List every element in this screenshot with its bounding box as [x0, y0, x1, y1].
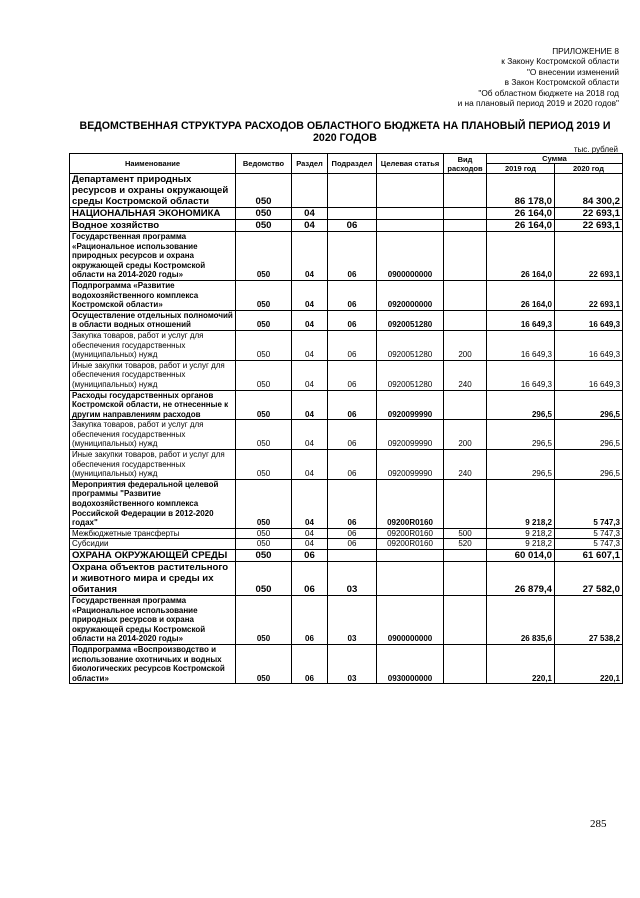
cell-dept: 050 [236, 596, 292, 645]
cell-y2019: 60 014,0 [487, 550, 555, 562]
cell-dept: 050 [236, 220, 292, 232]
cell-dept: 050 [236, 174, 292, 208]
cell-dept: 050 [236, 550, 292, 562]
table-row [70, 550, 623, 562]
cell-y2020: 296,5 [555, 390, 623, 420]
cell-section: 04 [292, 208, 328, 220]
cell-dept: 050 [236, 479, 292, 528]
cell-subsection [328, 550, 377, 562]
table-row [70, 208, 623, 220]
cell-name: Межбюджетные трансферты [70, 528, 236, 539]
cell-y2019: 16 649,3 [487, 310, 555, 330]
cell-dept: 050 [236, 420, 292, 450]
cell-kind: 200 [444, 420, 487, 450]
cell-target [377, 208, 444, 220]
cell-section: 04 [292, 220, 328, 232]
cell-kind: 240 [444, 450, 487, 480]
cell-subsection: 06 [328, 479, 377, 528]
cell-dept: 050 [236, 644, 292, 683]
cell-target: 09200R0160 [377, 539, 444, 550]
cell-kind [444, 596, 487, 645]
cell-name: Расходы государственных органов Костромской области, не отнесенные к другим направлениям расходов [70, 390, 236, 420]
cell-target: 09200R0160 [377, 479, 444, 528]
cell-section: 06 [292, 644, 328, 683]
cell-section: 04 [292, 528, 328, 539]
table-header [70, 154, 623, 174]
cell-dept: 050 [236, 208, 292, 220]
cell-target: 0920000000 [377, 280, 444, 310]
cell-name: Иные закупки товаров, работ и услуг для обеспечения государственных (муниципальных) нужд [70, 360, 236, 390]
cell-y2020: 16 649,3 [555, 330, 623, 360]
cell-y2019: 26 164,0 [487, 232, 555, 281]
cell-name: Подпрограмма «Воспроизводство и использование охотничьих и водных биологических ресурсов Костромской области» [70, 644, 236, 683]
cell-section: 06 [292, 550, 328, 562]
col-dept-header: Ведомство [236, 154, 292, 174]
cell-subsection: 03 [328, 562, 377, 596]
cell-y2019: 9 218,2 [487, 539, 555, 550]
cell-y2020: 27 582,0 [555, 562, 623, 596]
cell-name: Иные закупки товаров, работ и услуг для обеспечения государственных (муниципальных) нужд [70, 450, 236, 480]
cell-target [377, 562, 444, 596]
table-row [70, 596, 623, 645]
cell-kind [444, 562, 487, 596]
cell-y2020: 22 693,1 [555, 232, 623, 281]
cell-kind [444, 479, 487, 528]
col-target-header: Целевая статья [377, 154, 444, 174]
cell-name: Субсидии [70, 539, 236, 550]
col-2019-header: 2019 год [487, 164, 555, 174]
cell-section: 04 [292, 539, 328, 550]
cell-y2019: 26 879,4 [487, 562, 555, 596]
cell-y2020: 296,5 [555, 420, 623, 450]
cell-name: Мероприятия федеральной целевой программы "Развитие водохозяйственного комплекса Российской Федерации в 2012-2020 годах" [70, 479, 236, 528]
table-row [70, 644, 623, 683]
appendix-line: "Об областном бюджете на 2018 год [478, 87, 619, 98]
cell-target: 0900000000 [377, 596, 444, 645]
cell-section: 06 [292, 596, 328, 645]
cell-subsection: 06 [328, 232, 377, 281]
cell-name: Охрана объектов растительного и животного мира и среды их обитания [70, 562, 236, 596]
table-row [70, 232, 623, 281]
cell-target [377, 220, 444, 232]
cell-target: 0920051280 [377, 360, 444, 390]
cell-target: 09200R0160 [377, 528, 444, 539]
cell-target: 0920051280 [377, 310, 444, 330]
cell-subsection: 03 [328, 596, 377, 645]
cell-name: Закупка товаров, работ и услуг для обеспечения государственных (муниципальных) нужд [70, 330, 236, 360]
cell-dept: 050 [236, 360, 292, 390]
cell-y2020: 16 649,3 [555, 360, 623, 390]
cell-y2020: 5 747,3 [555, 539, 623, 550]
cell-kind [444, 174, 487, 208]
cell-dept: 050 [236, 330, 292, 360]
col-name-header: Наименование [70, 154, 236, 174]
cell-target [377, 174, 444, 208]
document-title: ВЕДОМСТВЕННАЯ СТРУКТУРА РАСХОДОВ ОБЛАСТНОГО БЮДЖЕТА НА ПЛАНОВЫЙ ПЕРИОД 2019 И 2020 ГОДОВ [79, 120, 611, 144]
cell-subsection [328, 174, 377, 208]
table-row [70, 220, 623, 232]
cell-y2020: 220,1 [555, 644, 623, 683]
col-subsection-header: Подраздел [328, 154, 377, 174]
cell-dept: 050 [236, 450, 292, 480]
appendix-header [289, 46, 619, 108]
cell-section: 04 [292, 450, 328, 480]
cell-kind [444, 644, 487, 683]
cell-y2019: 16 649,3 [487, 360, 555, 390]
cell-kind [444, 310, 487, 330]
cell-section [292, 174, 328, 208]
cell-section: 04 [292, 280, 328, 310]
appendix-line: "О внесении изменений [526, 66, 619, 77]
cell-kind: 500 [444, 528, 487, 539]
cell-name: Государственная программа «Рациональное использование природных ресурсов и охрана окружающей среды Костромской области на 2014-2020 годы» [70, 232, 236, 281]
cell-y2020: 5 747,3 [555, 528, 623, 539]
cell-name: Государственная программа «Рациональное использование природных ресурсов и охрана окружающей среды Костромской области на 2014-2020 годы» [70, 596, 236, 645]
table-row [70, 420, 623, 450]
table-row [70, 360, 623, 390]
cell-subsection [328, 208, 377, 220]
table-row [70, 174, 623, 208]
cell-y2020: 22 693,1 [555, 220, 623, 232]
cell-dept: 050 [236, 310, 292, 330]
table-row [70, 562, 623, 596]
cell-dept: 050 [236, 280, 292, 310]
cell-name: Водное хозяйство [70, 220, 236, 232]
table-row [70, 280, 623, 310]
appendix-line: к Закону Костромской области [501, 56, 619, 67]
table-row [70, 539, 623, 550]
table-row [70, 479, 623, 528]
table-body [70, 174, 623, 684]
cell-name: Осуществление отдельных полномочий в области водных отношений [70, 310, 236, 330]
cell-target: 0920099990 [377, 420, 444, 450]
cell-y2020: 5 747,3 [555, 479, 623, 528]
cell-section: 06 [292, 562, 328, 596]
appendix-line: и на плановый период 2019 и 2020 годов" [457, 98, 619, 109]
col-section-header: Раздел [292, 154, 328, 174]
units-label: тыс. рублей [573, 145, 618, 154]
cell-dept: 050 [236, 539, 292, 550]
cell-y2019: 26 164,0 [487, 208, 555, 220]
cell-y2019: 26 164,0 [487, 220, 555, 232]
table-row [70, 330, 623, 360]
cell-subsection: 06 [328, 360, 377, 390]
cell-y2019: 86 178,0 [487, 174, 555, 208]
cell-section: 04 [292, 330, 328, 360]
cell-section: 04 [292, 360, 328, 390]
cell-y2019: 26 835,6 [487, 596, 555, 645]
cell-subsection: 06 [328, 220, 377, 232]
cell-y2019: 296,5 [487, 420, 555, 450]
cell-target: 0920099990 [377, 390, 444, 420]
cell-y2020: 27 538,2 [555, 596, 623, 645]
cell-subsection: 06 [328, 330, 377, 360]
cell-subsection: 06 [328, 420, 377, 450]
cell-y2019: 9 218,2 [487, 479, 555, 528]
cell-y2019: 9 218,2 [487, 528, 555, 539]
cell-section: 04 [292, 232, 328, 281]
appendix-line: ПРИЛОЖЕНИЕ 8 [552, 46, 619, 56]
page-number: 285 [590, 818, 607, 830]
cell-y2019: 26 164,0 [487, 280, 555, 310]
cell-section: 04 [292, 310, 328, 330]
cell-kind [444, 232, 487, 281]
cell-y2019: 296,5 [487, 450, 555, 480]
col-kind-header: Вид расходов [444, 154, 487, 174]
cell-dept: 050 [236, 390, 292, 420]
cell-y2019: 16 649,3 [487, 330, 555, 360]
cell-kind [444, 280, 487, 310]
budget-table [69, 153, 623, 684]
cell-target: 0920051280 [377, 330, 444, 360]
cell-y2019: 220,1 [487, 644, 555, 683]
cell-kind [444, 390, 487, 420]
cell-y2020: 84 300,2 [555, 174, 623, 208]
cell-subsection: 06 [328, 450, 377, 480]
cell-y2020: 296,5 [555, 450, 623, 480]
cell-name: Департамент природных ресурсов и охраны окружающей среды Костромской области [70, 174, 236, 208]
col-sum-header: Сумма [487, 154, 623, 164]
cell-subsection: 03 [328, 644, 377, 683]
cell-y2019: 296,5 [487, 390, 555, 420]
cell-y2020: 22 693,1 [555, 280, 623, 310]
cell-name: Закупка товаров, работ и услуг для обеспечения государственных (муниципальных) нужд [70, 420, 236, 450]
cell-subsection: 06 [328, 390, 377, 420]
table-row [70, 528, 623, 539]
cell-section: 04 [292, 420, 328, 450]
cell-dept: 050 [236, 232, 292, 281]
cell-target: 0900000000 [377, 232, 444, 281]
cell-kind: 200 [444, 330, 487, 360]
cell-subsection: 06 [328, 539, 377, 550]
cell-name: НАЦИОНАЛЬНАЯ ЭКОНОМИКА [70, 208, 236, 220]
cell-subsection: 06 [328, 528, 377, 539]
table-row [70, 390, 623, 420]
cell-subsection: 06 [328, 280, 377, 310]
cell-y2020: 22 693,1 [555, 208, 623, 220]
appendix-line: в Закон Костромской области [504, 77, 619, 88]
table-row [70, 310, 623, 330]
cell-y2020: 61 607,1 [555, 550, 623, 562]
cell-kind [444, 208, 487, 220]
cell-name: ОХРАНА ОКРУЖАЮЩЕЙ СРЕДЫ [70, 550, 236, 562]
table-row [70, 450, 623, 480]
cell-kind: 240 [444, 360, 487, 390]
cell-dept: 050 [236, 528, 292, 539]
cell-dept: 050 [236, 562, 292, 596]
cell-target: 0930000000 [377, 644, 444, 683]
col-2020-header: 2020 год [555, 164, 623, 174]
cell-section: 04 [292, 390, 328, 420]
cell-kind [444, 220, 487, 232]
cell-kind [444, 550, 487, 562]
cell-subsection: 06 [328, 310, 377, 330]
cell-section: 04 [292, 479, 328, 528]
cell-y2020: 16 649,3 [555, 310, 623, 330]
cell-name: Подпрограмма «Развитие водохозяйственного комплекса Костромской области» [70, 280, 236, 310]
cell-target [377, 550, 444, 562]
cell-target: 0920099990 [377, 450, 444, 480]
cell-kind: 520 [444, 539, 487, 550]
